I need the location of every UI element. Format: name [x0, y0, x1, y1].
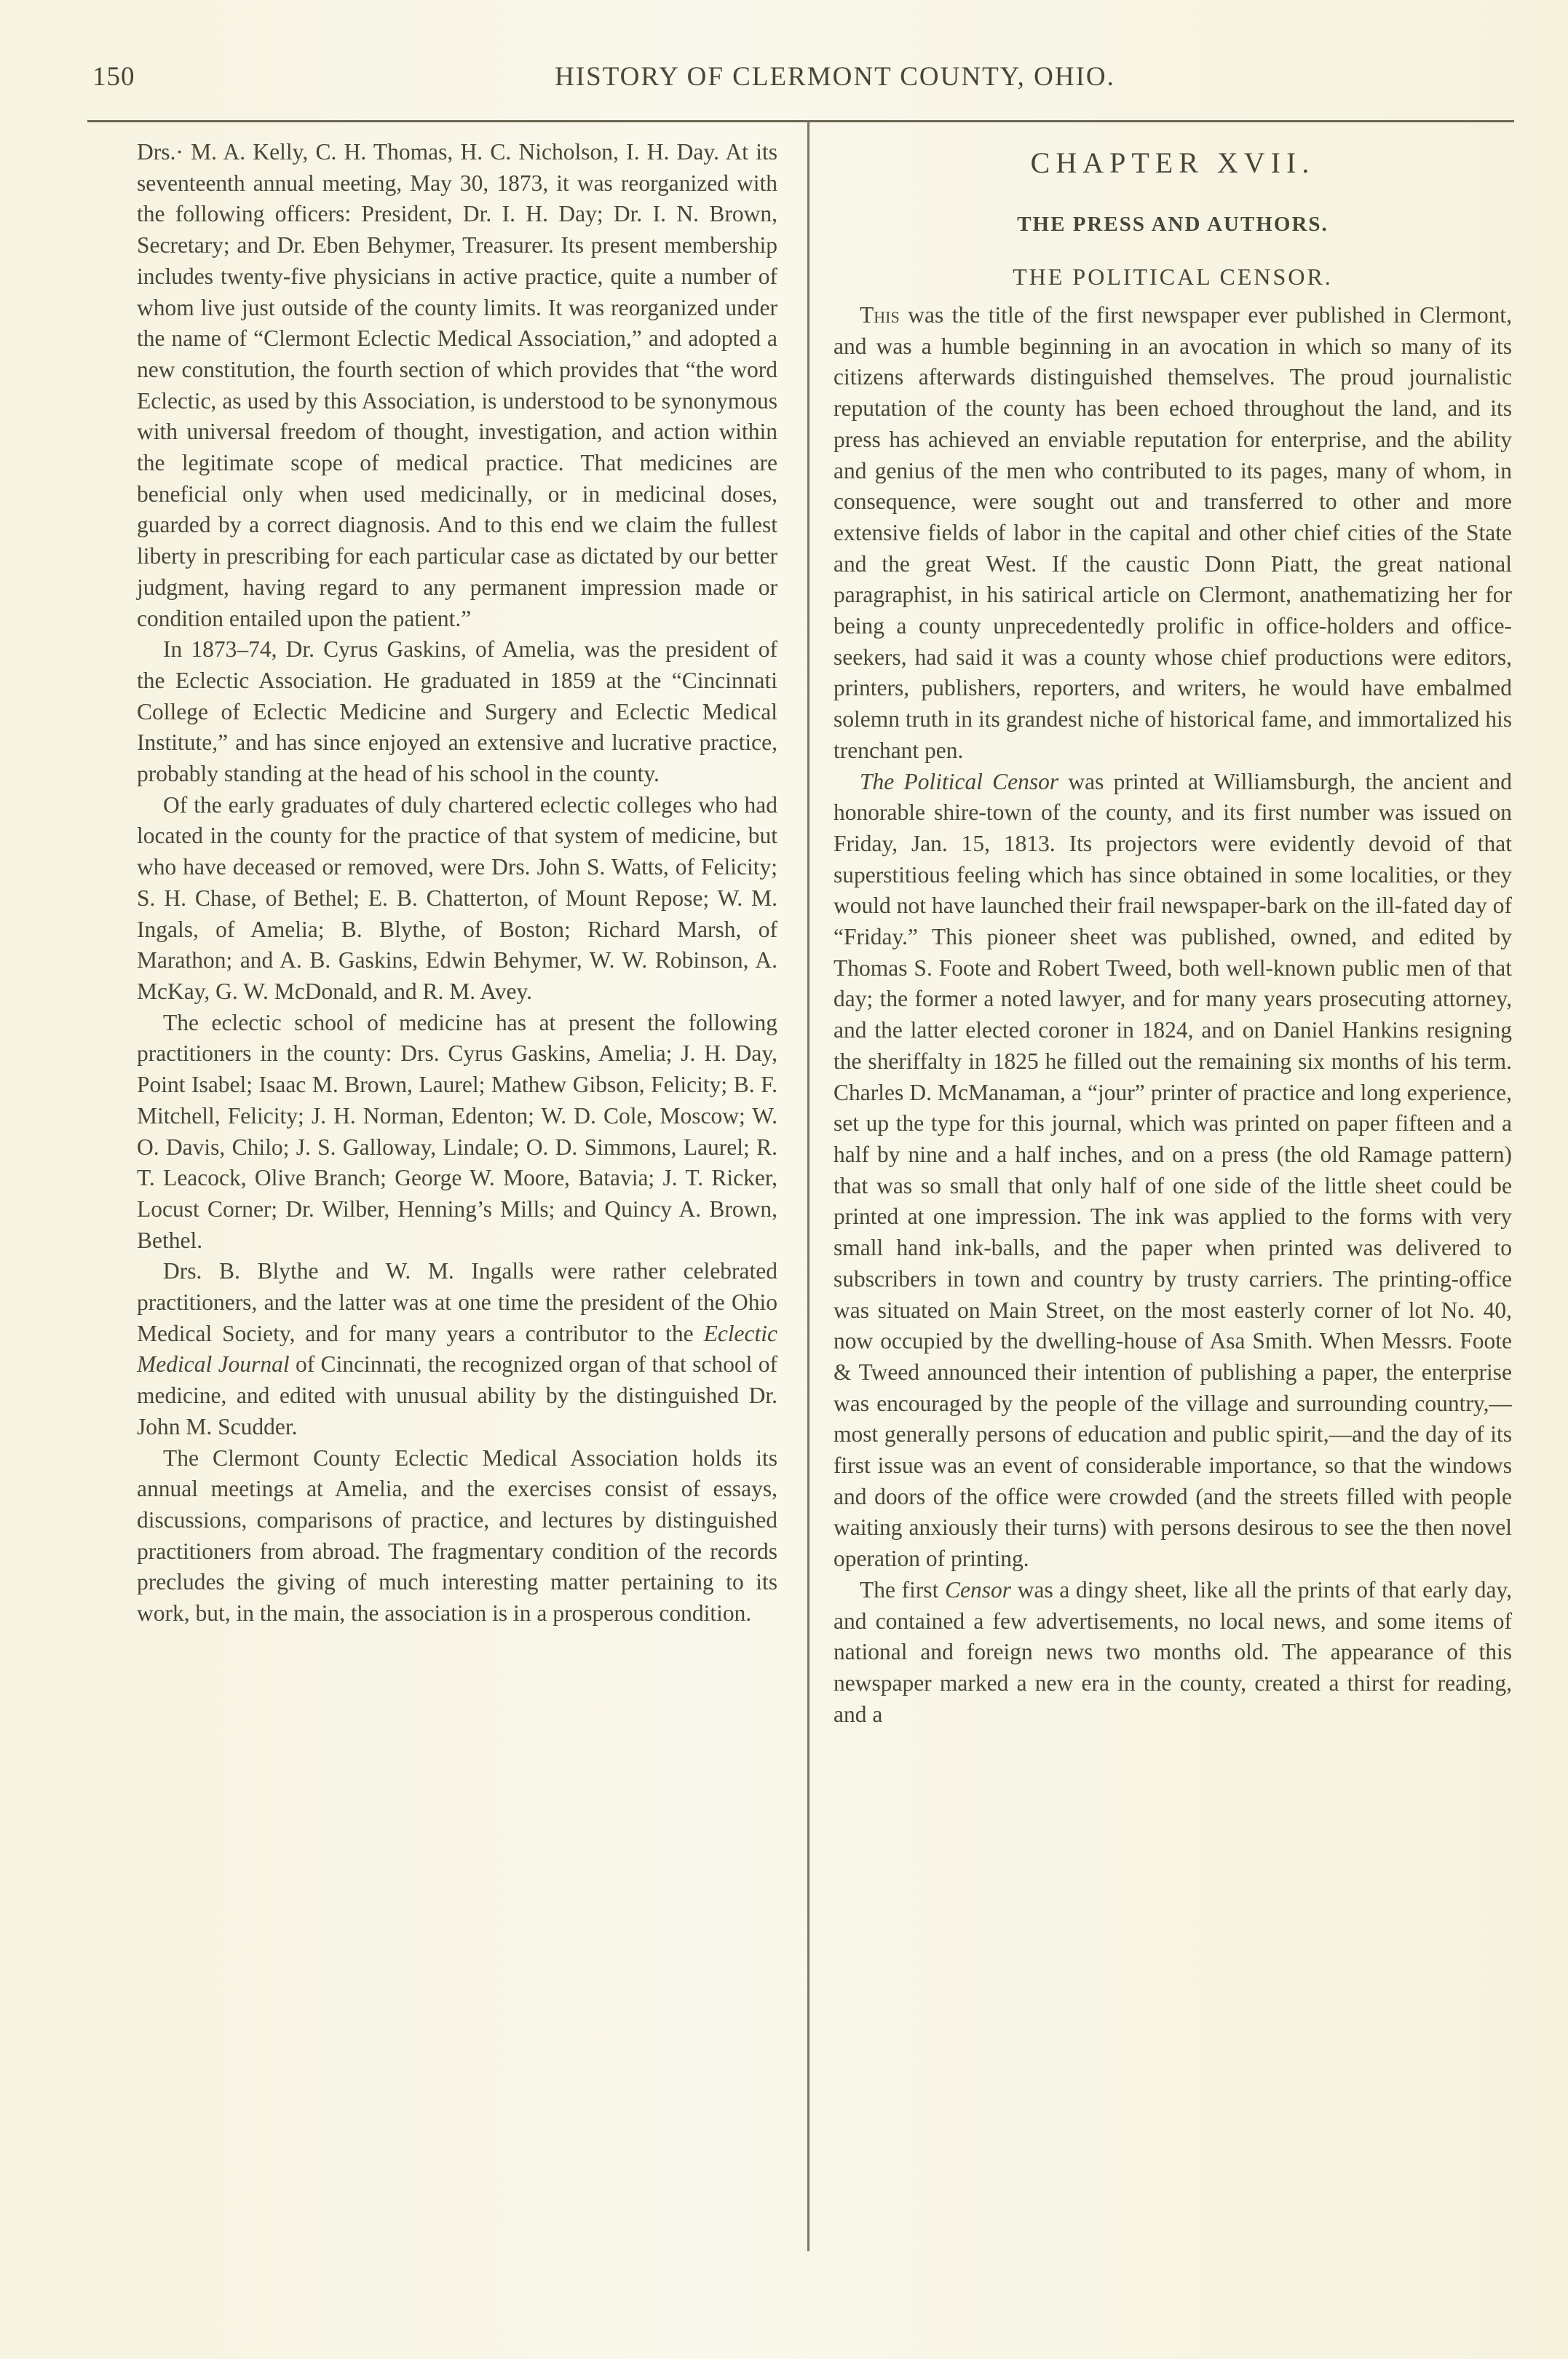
column-divider — [807, 122, 809, 2251]
text-run: Drs. B. Blythe and W. M. Ingalls were rather celebrated practitioners, and the latter was at one time the president of the Ohio Medical Society, and for many years a contributor to the — [137, 1258, 777, 1346]
paragraph-political-censor — [834, 767, 1512, 1575]
right-column — [834, 137, 1512, 1730]
paragraph-cyrus-gaskins: In 1873–74, Dr. Cyrus Gaskins, of Amelia, was the president of the Eclectic Association. He graduated in 1859 at the “Cincinnati College of Eclectic Medicine and Surgery and Eclectic Medical Institute,” and has since enjoyed an extensive and lucrative practice, probably standing at the head of his school in the county. — [137, 636, 777, 787]
journal-title-italic: Eclectic Medical Journal — [137, 1320, 777, 1378]
paragraph-annual-meetings: The Clermont County Eclectic Medical Association holds its annual meetings at Amelia, and the exercises consist of essays, discussions, comparisons of practice, and lectures by distinguished practitioners from abroad. The fragmentary condition of the records precludes the giving of much interesting matter pertaining to its work, but, in the main, the association is in a prosperous condition. — [137, 1445, 777, 1627]
paragraph-first-censor — [834, 1575, 1512, 1731]
paragraph-present-practitioners: The eclectic school of medicine has at present the following practitioners in the county: Drs. Cyrus Gaskins, Amelia; J. H. Day, Point Isabel; Isaac M. Brown, Laurel; Mathew Gibson, Felicity; B. F. Mitchell, Felicity; J. H. Norman, Edenton; W. D. Cole, Moscow; W. O. Davis, Chilo; J. S. Galloway, Lindale; O. D. Simmons, Laurel; R. T. Leacock, Olive Branch; George W. Moore, Batavia; J. T. Ricker, Locust Corner; Dr. Wilber, Henning’s Mills; and Quincy A. Brown, Bethel. — [137, 1009, 777, 1253]
header-rule — [87, 120, 1514, 122]
page-number: 150 — [92, 62, 135, 92]
paragraph-first-newspaper — [834, 300, 1512, 767]
paragraph-blythe-ingalls — [137, 1256, 777, 1442]
paragraph-eclectic-association: Drs.· M. A. Kelly, C. H. Thomas, H. C. Nicholson, I. H. Day. At its seventeenth annual meeting, May 30, 1873, it was reorganized with the following officers: President, Dr. I. H. Day; Dr. I. N. Brown, Secretary; and Dr. Eben Behymer, Treasurer. Its present membership includes twenty-five physicians in active practice, quite a number of whom live just outside of the county limits. It was reorganized under the name of “Clermont Eclectic Medical Association,” and adopted a new constitution, the fourth section of which provides that “the word Eclectic, as used by this Association, is understood to be synonymous with universal freedom of thought, investigation, and action within the legitimate scope of medical practice. That medicines are beneficial only when used medicinally, or in medicinal doses, guarded by a correct diagnosis. And to this end we claim the fullest liberty in prescribing for each particular case as dictated by our better judgment, having regard to any permanent impression made or condition entailed upon the patient.” — [137, 139, 777, 631]
text-run: The first — [860, 1576, 946, 1603]
section-title: THE POLITICAL CENSOR. — [1013, 264, 1333, 290]
text-run: was a dingy sheet, like all the prints of that early day, and contained a few advertisements, no local news, and some items of national and foreign news two months old. The appearance of this newspaper marked a new era in the county, created a thirst for reading, and a — [834, 1576, 1513, 1727]
lead-word-smallcaps: This — [860, 302, 900, 328]
text-run: was the title of the first newspaper ever published in Clermont, and was a humble beginning in an avocation in which so many of its citizens afterwards distinguished themselves. The proud journalistic reputation of the county has been echoed throughout the land, and its press has achieved an enviable reputation for enterprise, and the ability and genius of the men who contributed to its pages, many of whom, in consequence, were sought out and transferred to other and more extensive fields of labor in the capital and other chief cities of the State and the great West. If the caustic Donn Piatt, the great national paragraphist, in his satirical article on Clermont, anathematizing her for being a county unprecedentedly prolific in office-holders and office-seekers, had said it was a county whose chief productions were editors, printers, publishers, reporters, and writers, he would have embalmed solemn truth in its grandest niche of historical fame, and immortalized his trenchant pen. — [834, 302, 1512, 763]
running-head — [92, 61, 1519, 98]
text-run: was printed at Williamsburgh, the ancient and honorable shire-town of the county, and its first number was issued on Friday, Jan. 15, 1813. Its projectors were evidently devoid of that superstitious feeling which has since obtained in some localities, or they would not have launched their frail newspaper-bark on the ill-fated day of “Friday.” This pioneer sheet was published, owned, and edited by Thomas S. Foote and Robert Tweed, both well-known public men of that day; the former a noted lawyer, and for many years prosecuting attorney, and the latter elected coroner in 1824, and on Daniel Hankins resigning the sheriffalty in 1825 he filled out the remaining six months of his term. Charles D. McManaman, a “jour” printer of practice and long experience, set up the type for this journal, which was printed on paper fifteen and a half by nine and a half inches, and on a press (the old Ramage pattern) that was so small that only half of one side of the little sheet could be printed at one impression. The ink was applied to the forms with very small hand ink-balls, and the paper when printed was delivered to subscribers in town and country by trusty carriers. The printing-office was situated on Main Street, on the most easterly corner of lot No. 40, now occupied by the dwelling-house of Asa Smith. When Messrs. Foote & Tweed announced their intention of publishing a paper, the enterprise was encouraged by the people of the village and surrounding country,—most generally persons of education and public spirit,—and the day of its first issue was an event of considerable importance, so that the windows and doors of the office were crowded (and the streets filled with people waiting anxiously their turns) with persons desirous to see the then novel operation of printing. — [834, 768, 1512, 1572]
running-title: HISTORY OF CLERMONT COUNTY, OHIO. — [555, 62, 1115, 92]
chapter-title: CHAPTER XVII. — [1030, 146, 1315, 179]
chapter-subtitle: THE PRESS AND AUTHORS. — [1017, 213, 1329, 236]
paragraph-early-graduates: Of the early graduates of duly chartered eclectic colleges who had located in the county for the practice of that system of medicine, but who have deceased or removed, were Drs. John S. Watts, of Felicity; S. H. Chase, of Bethel; E. B. Chatterton, of Mount Repose; W. M. Ingals, of Amelia; B. Blythe, of Boston; Richard Marsh, of Marathon; and A. B. Gaskins, Edwin Behymer, W. W. Robinson, A. McKay, G. W. McDonald, and R. M. Avey. — [137, 791, 777, 1004]
left-column — [137, 137, 777, 1629]
text-run: of Cincinnati, the recognized organ of that school of medicine, and edited with unusual ability by the distinguished Dr. John M. Scudder. — [137, 1351, 777, 1439]
censor-italic: Censor — [945, 1576, 1012, 1603]
newspaper-title-italic: The Political Censor — [860, 768, 1059, 794]
